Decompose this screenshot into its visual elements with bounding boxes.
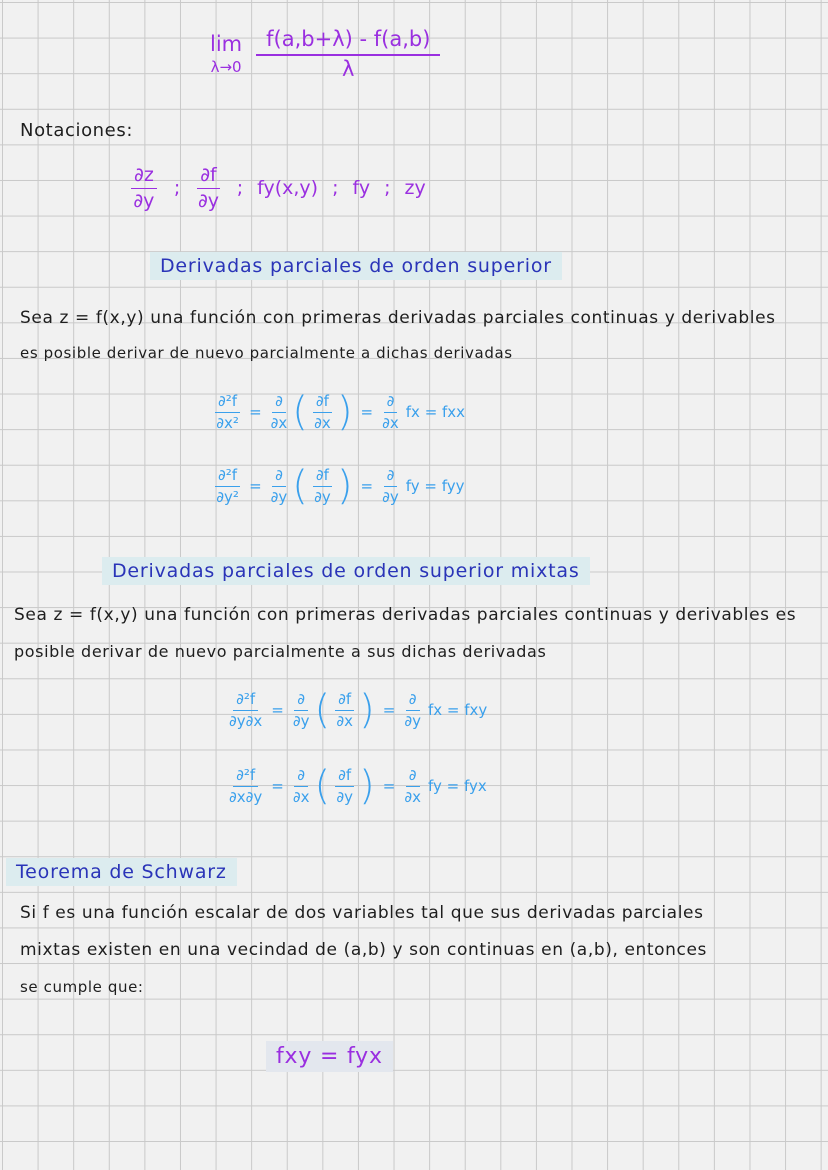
theorem-line3: se cumple que: — [20, 978, 144, 996]
eq-tail: fx = fxy — [427, 701, 488, 719]
eq-in-den: ∂x — [336, 711, 353, 730]
eq-in-num: ∂f — [313, 467, 332, 487]
eq-operator — [271, 467, 288, 505]
section2-eq2 — [226, 763, 487, 809]
section2-title: Derivadas parciales de orden superior mixtas — [102, 557, 590, 585]
eq-op2-den: ∂y — [382, 487, 399, 506]
notation-df-dy — [197, 165, 220, 212]
eq-op2-num: ∂ — [406, 767, 420, 787]
section1-line2: es posible derivar de nuevo parcialmente a dichas derivadas — [20, 344, 513, 362]
notation-dz: ∂z — [131, 165, 157, 189]
eq-op-num: ∂ — [272, 393, 286, 413]
eq-in-num: ∂f — [313, 393, 332, 413]
eq-op-den: ∂y — [270, 487, 288, 506]
eq-lhs-den: ∂y∂x — [229, 711, 263, 730]
eq-operator — [271, 393, 288, 431]
section1-eq1 — [212, 389, 466, 435]
eq-op-den: ∂x — [292, 787, 310, 806]
notation-dy2: ∂y — [197, 189, 220, 212]
eq-op2-den: ∂y — [404, 711, 421, 730]
close-paren: ) — [336, 463, 353, 509]
open-paren: ( — [314, 763, 331, 809]
eq-op2-den: ∂x — [404, 787, 421, 806]
eq-op-num: ∂ — [272, 467, 286, 487]
eq-tail: fy = fyx — [427, 777, 487, 795]
eq-operator — [293, 767, 310, 805]
equals-sign: = — [360, 477, 374, 495]
eq-inner — [313, 467, 332, 505]
section2-line2: posible derivar de nuevo parcialmente a sus dichas derivadas — [14, 642, 547, 661]
limit-denominator: λ — [342, 57, 355, 82]
eq-lhs-den: ∂y² — [216, 487, 239, 506]
eq-operator — [293, 691, 310, 729]
section1-eq2 — [212, 463, 465, 509]
equals-sign: = — [271, 777, 284, 795]
eq-tail: fy = fyy — [405, 477, 465, 495]
limit-subscript: λ→0 — [210, 58, 242, 77]
eq-lhs-den: ∂x² — [216, 413, 239, 432]
eq-operator2 — [404, 767, 421, 805]
limit-definition — [210, 28, 443, 81]
limit-fraction — [256, 28, 440, 81]
separator: ; — [332, 177, 339, 200]
section1-line1: Sea z = f(x,y) una función con primeras derivadas parciales continuas y derivables — [20, 308, 776, 328]
eq-op-den: ∂y — [292, 711, 310, 730]
eq-op-num: ∂ — [294, 691, 308, 711]
eq-in-num: ∂f — [335, 767, 354, 787]
notation-df: ∂f — [197, 165, 220, 189]
eq-operator2 — [382, 467, 399, 505]
theorem-title: Teorema de Schwarz — [6, 858, 237, 886]
eq-lhs-num: ∂²f — [215, 467, 240, 487]
equals-sign: = — [382, 777, 396, 795]
notation-dy: ∂y — [133, 189, 155, 212]
open-paren: ( — [314, 687, 331, 733]
notation-zy: zy — [404, 177, 426, 200]
theorem-line2: mixtas existen en una vecindad de (a,b) y son continuas en (a,b), entonces — [20, 940, 707, 960]
section2-eq1 — [226, 687, 488, 733]
eq-lhs-num: ∂²f — [215, 393, 240, 413]
notation-fy: fy — [352, 177, 371, 200]
close-paren: ) — [359, 763, 375, 809]
equals-sign: = — [360, 403, 374, 421]
eq-inner — [313, 393, 332, 431]
open-paren: ( — [292, 389, 308, 435]
eq-lhs-den: ∂x∂y — [229, 787, 263, 806]
eq-op2-num: ∂ — [384, 393, 398, 413]
eq-op2-num: ∂ — [384, 467, 398, 487]
section1-title: Derivadas parciales de orden superior — [150, 252, 562, 280]
limit-numerator: f(a,b+λ) - f(a,b) — [256, 28, 440, 56]
schwarz-result: fxy = fyx — [266, 1041, 393, 1072]
eq-operator2 — [382, 393, 399, 431]
notation-fy-xy: fy(x,y) — [257, 177, 319, 200]
separator: ; — [384, 177, 391, 200]
eq-lhs — [229, 767, 262, 805]
eq-lhs-num: ∂²f — [233, 691, 258, 711]
eq-inner — [335, 767, 354, 805]
equals-sign: = — [382, 701, 396, 719]
equals-sign: = — [249, 403, 262, 421]
eq-in-num: ∂f — [335, 691, 354, 711]
separator: ; — [236, 177, 244, 200]
limit-lim-text: lim — [210, 32, 243, 57]
eq-in-den: ∂y — [314, 487, 331, 506]
eq-lhs — [215, 393, 240, 431]
eq-lhs — [229, 691, 262, 729]
theorem-line1: Si f es una función escalar de dos variables tal que sus derivadas parciales — [20, 903, 704, 923]
eq-op-den: ∂x — [270, 413, 288, 432]
eq-operator2 — [404, 691, 421, 729]
eq-in-den: ∂y — [336, 787, 353, 806]
eq-lhs-num: ∂²f — [233, 767, 258, 787]
eq-in-den: ∂x — [314, 413, 331, 432]
notaciones-heading: Notaciones: — [20, 120, 134, 141]
eq-tail: fx = fxx — [405, 403, 466, 421]
section2-line1: Sea z = f(x,y) una función con primeras derivadas parciales continuas y derivables es — [14, 605, 797, 625]
eq-inner — [335, 691, 354, 729]
eq-lhs — [215, 467, 240, 505]
equals-sign: = — [271, 701, 284, 719]
close-paren: ) — [359, 687, 375, 733]
notation-dz-dy — [131, 165, 157, 212]
eq-op2-num: ∂ — [406, 691, 420, 711]
eq-op-num: ∂ — [294, 767, 308, 787]
limit-operator — [210, 31, 242, 78]
open-paren: ( — [292, 463, 308, 509]
eq-op2-den: ∂x — [382, 413, 399, 432]
separator: ; — [173, 177, 181, 200]
equals-sign: = — [249, 477, 262, 495]
close-paren: ) — [336, 389, 353, 435]
notations-row — [128, 165, 426, 212]
